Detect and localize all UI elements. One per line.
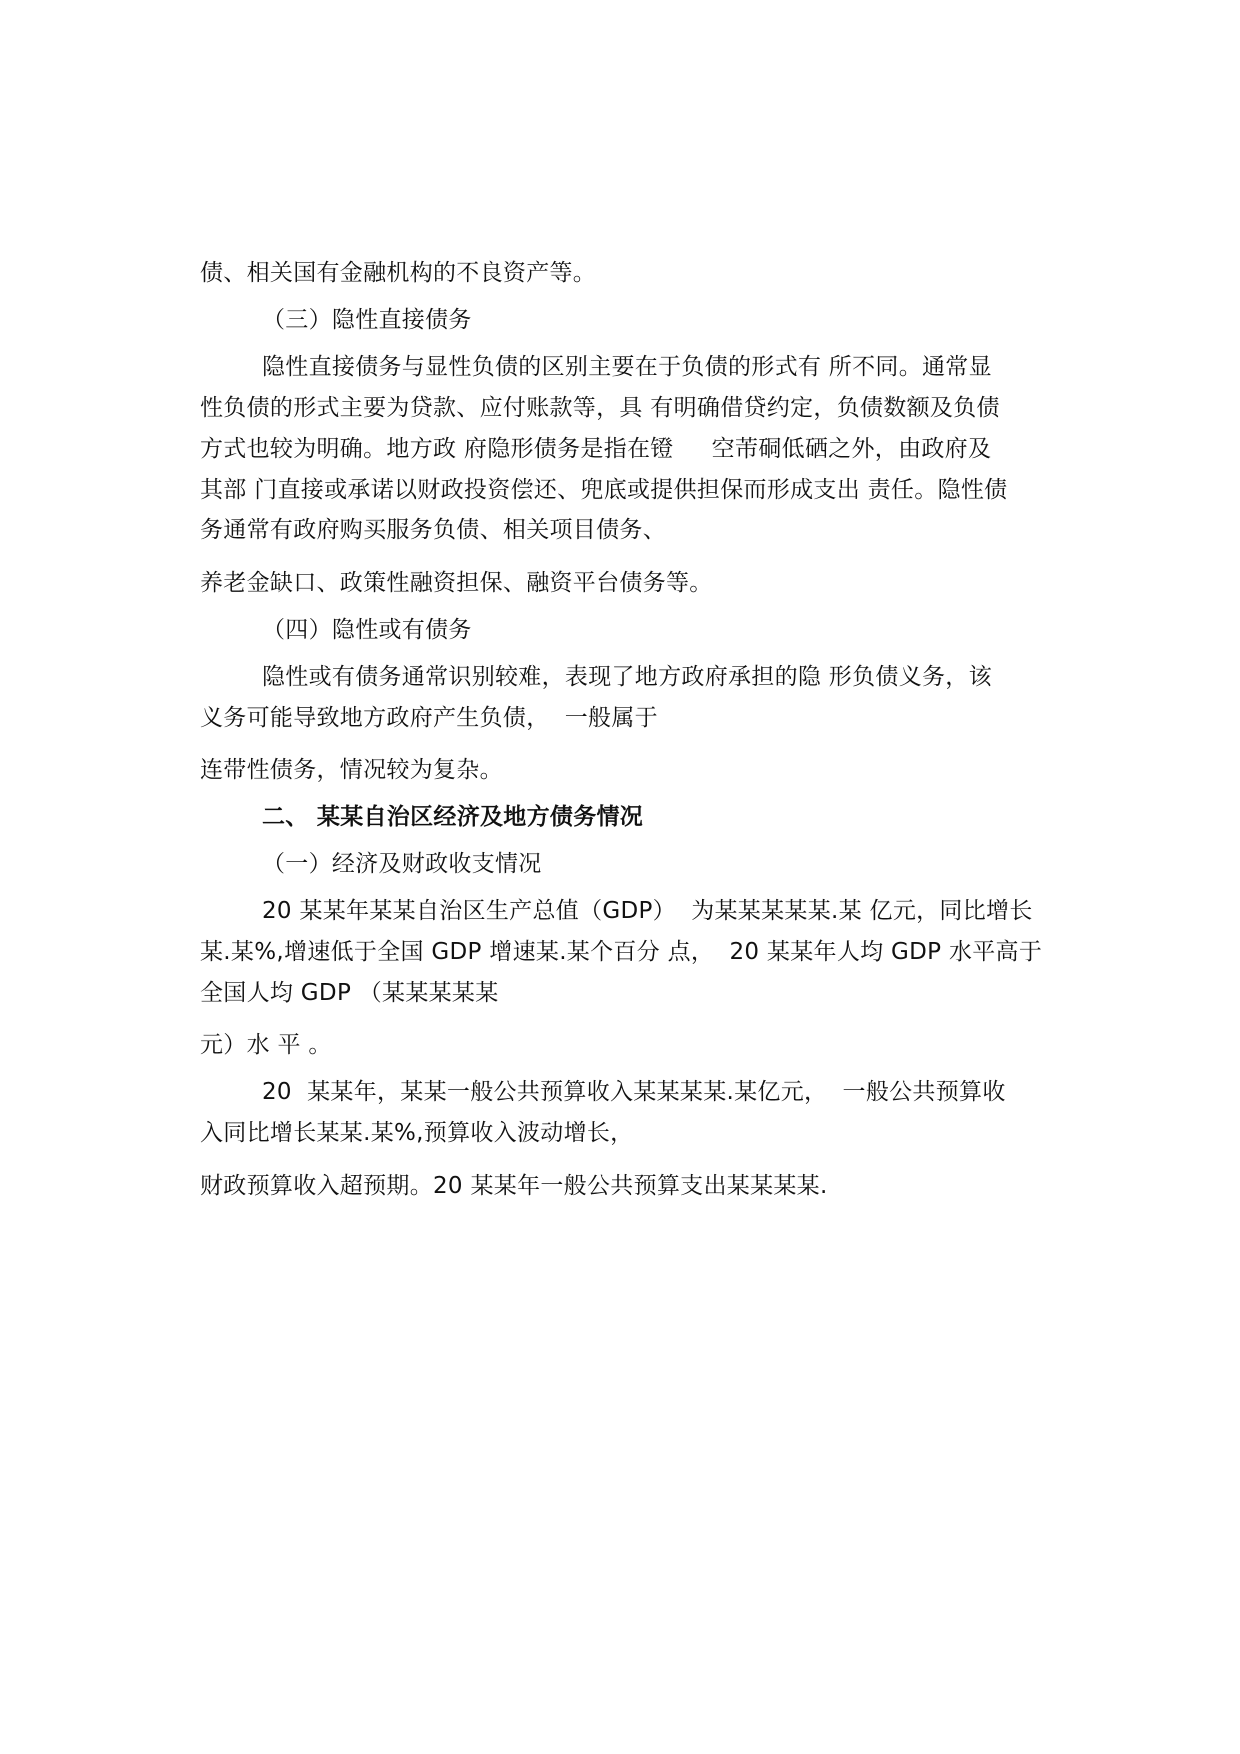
body-text-line: 隐性直接债务与显性负债的区别主要在于负债的形式有 所不同。通常显 [262,354,992,380]
body-text-line: 连带性债务，情况较为复杂。 [200,757,503,783]
body-text-line: 隐性或有债务通常识别较难，表现了地方政府承担的隐 形负债义务，该 [262,664,992,690]
body-text-line: 入同比增长某某.某%,预算收入波动增长， [200,1120,634,1146]
body-text-line: 方式也较为明确。地方政 府隐形债务是指在镫 空芾硐低硒之外，由政府及 [200,436,992,462]
body-text-line: 养老金缺口、政策性融资担保、融资平台债务等。 [200,570,713,596]
subheading: （四）隐性或有债务 [262,617,472,643]
body-text-line: 债、相关国有金融机构的不良资产等。 [200,260,597,286]
body-text-line: 元）水 平 。 [200,1032,332,1058]
body-text-line: 义务可能导致地方政府产生负债， 一般属于 [200,705,658,731]
body-text-line: 务通常有政府购买服务负债、相关项目债务、 [200,517,666,543]
section-heading: 二、 某某自治区经济及地方债务情况 [262,804,644,830]
body-text-line: 某.某%,增速低于全国 GDP 增速某.某个百分 点， 20 某某年人均 GDP 水平高于 [200,939,1043,965]
subheading: （三）隐性直接债务 [262,307,472,333]
body-text-line: 20 某某年，某某一般公共预算收入某某某某.某亿元， 一般公共预算收 [262,1079,1006,1105]
body-text-line: 其部 门直接或承诺以财政投资偿还、兜底或提供担保而形成支出 责任。隐性债 [200,477,1008,503]
body-text-line: 性负债的形式主要为贷款、应付账款等，具 有明确借贷约定，负债数额及负债 [200,395,1000,421]
body-text-line: 财政预算收入超预期。20 某某年一般公共预算支出某某某某. [200,1173,828,1199]
body-text-line: 全国人均 GDP （某某某某某 [200,980,499,1006]
subheading: （一）经济及财政收支情况 [262,851,542,877]
body-text-line: 20 某某年某某自治区生产总值（GDP） 为某某某某某.某 亿元，同比增长 [262,898,1033,924]
